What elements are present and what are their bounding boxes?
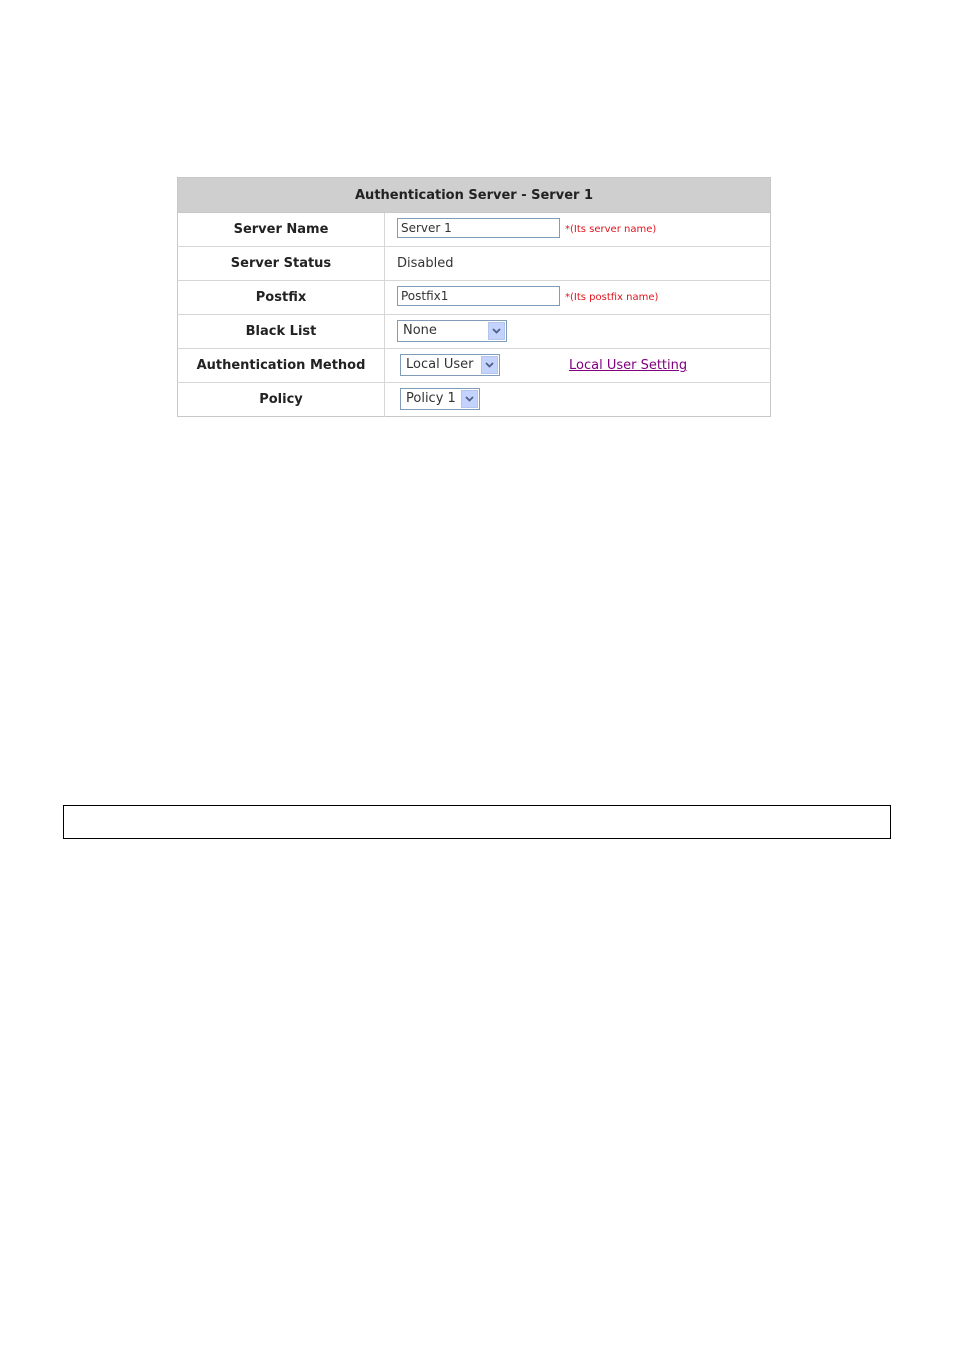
table-row-policy bbox=[178, 383, 771, 417]
policy-select[interactable] bbox=[400, 388, 480, 410]
table-title: Authentication Server - Server 1 bbox=[178, 178, 771, 213]
postfix-hint: *(Its postfix name) bbox=[565, 292, 659, 303]
table-row-server-status bbox=[178, 247, 771, 281]
authentication-method-label: Authentication Method bbox=[178, 349, 385, 383]
server-status-value: Disabled bbox=[397, 256, 454, 271]
server-name-cell bbox=[385, 213, 771, 247]
policy-cell bbox=[385, 383, 771, 417]
local-user-setting-link[interactable]: Local User Setting bbox=[569, 358, 688, 373]
empty-caption-box bbox=[63, 805, 891, 839]
server-status-label: Server Status bbox=[178, 247, 385, 281]
server-name-input[interactable] bbox=[397, 218, 560, 238]
table-row-authentication-method bbox=[178, 349, 771, 383]
chevron-down-icon[interactable] bbox=[461, 390, 478, 408]
black-list-cell bbox=[385, 315, 771, 349]
authentication-method-selected-value: Local User bbox=[406, 357, 474, 372]
black-list-label: Black List bbox=[178, 315, 385, 349]
policy-selected-value: Policy 1 bbox=[406, 391, 456, 406]
chevron-down-icon[interactable] bbox=[481, 356, 498, 374]
server-name-label: Server Name bbox=[178, 213, 385, 247]
policy-label: Policy bbox=[178, 383, 385, 417]
table-row-server-name bbox=[178, 213, 771, 247]
table-row-postfix bbox=[178, 281, 771, 315]
server-status-cell bbox=[385, 247, 771, 281]
black-list-selected-value: None bbox=[403, 323, 437, 338]
table-row-black-list bbox=[178, 315, 771, 349]
postfix-label: Postfix bbox=[178, 281, 385, 315]
black-list-select[interactable] bbox=[397, 320, 507, 342]
authentication-method-cell bbox=[385, 349, 771, 383]
chevron-down-icon[interactable] bbox=[488, 322, 505, 340]
authentication-server-table bbox=[177, 177, 771, 417]
postfix-cell bbox=[385, 281, 771, 315]
authentication-method-select[interactable] bbox=[400, 354, 500, 376]
postfix-input[interactable] bbox=[397, 286, 560, 306]
server-name-hint: *(Its server name) bbox=[565, 224, 657, 235]
